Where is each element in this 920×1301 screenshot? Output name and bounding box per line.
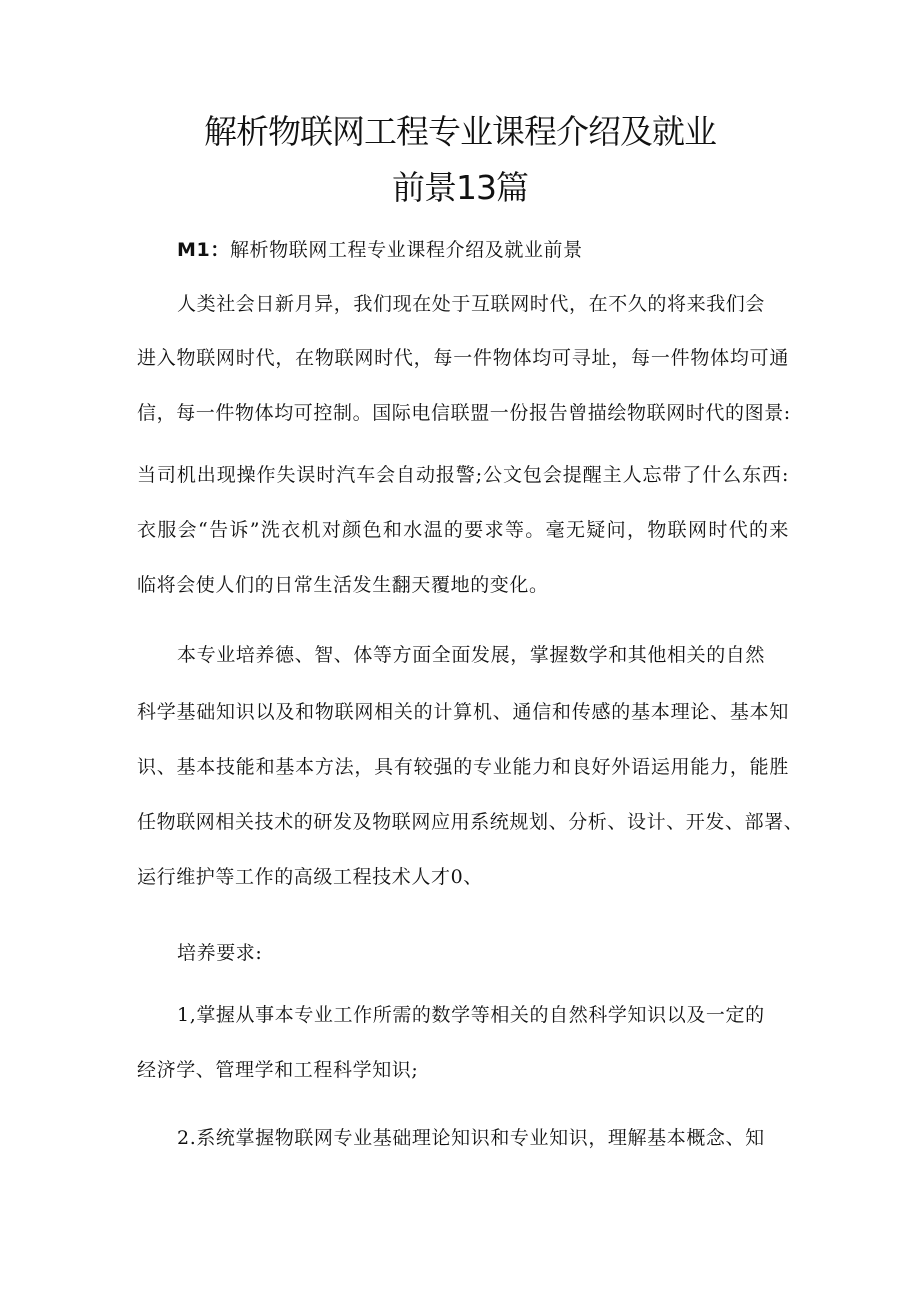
paragraph-3-line-1: 培养要求: xyxy=(177,942,263,964)
section-heading xyxy=(177,241,877,260)
paragraph-1-line-3: 信，每一件物体均可控制。国际电信联盟一份报告曾描绘物联网时代的图景: xyxy=(137,402,791,424)
document-title-line-1: 解析物联网工程专业课程介绍及就业 xyxy=(204,112,716,151)
paragraph-2-line-4: 任物联网相关技术的研发及物联网应用系统规划、分析、设计、开发、部署、 xyxy=(137,811,804,833)
paragraph-1-line-4: 当司机出现操作失误时汽车会自动报警;公文包会提醒主人忘带了什么东西: xyxy=(137,464,789,486)
paragraph-5-line-1: 2.系统掌握物联网专业基础理论知识和专业知识，理解基本概念、知 xyxy=(177,1127,765,1149)
document-title-line-2: 前景13篇 xyxy=(392,168,528,207)
paragraph-2-line-3: 识、基本技能和基本方法，具有较强的专业能力和良好外语运用能力，能胜 xyxy=(137,756,789,778)
paragraph-4-line-1: 1,掌握从事本专业工作所需的数学等相关的自然科学知识以及一定的 xyxy=(177,1004,765,1026)
paragraph-1-line-2: 进入物联网时代，在物联网时代，每一件物体均可寻址，每一件物体均可通 xyxy=(137,347,789,369)
paragraph-1-line-1: 人类社会日新月异，我们现在处于互联网时代，在不久的将来我们会 xyxy=(177,293,766,315)
paragraph-1-line-6: 临将会使人们的日常生活发生翻天覆地的变化。 xyxy=(137,574,549,596)
section-label: M1： xyxy=(177,239,230,261)
paragraph-4-line-2: 经济学、管理学和工程科学知识; xyxy=(137,1059,419,1081)
paragraph-1-line-5: 衣服会“告诉”洗衣机对颜色和水温的要求等。毫无疑问，物联网时代的来 xyxy=(137,519,789,541)
paragraph-2-line-5: 运行维护等工作的高级工程技术人才0、 xyxy=(137,866,483,888)
paragraph-2-line-2: 科学基础知识以及和物联网相关的计算机、通信和传感的基本理论、基本知 xyxy=(137,701,789,723)
section-heading-text: 解析物联网工程专业课程介绍及就业前景 xyxy=(229,239,583,261)
paragraph-2-line-1: 本专业培养德、智、体等方面全面发展，掌握数学和其他相关的自然 xyxy=(177,644,766,666)
